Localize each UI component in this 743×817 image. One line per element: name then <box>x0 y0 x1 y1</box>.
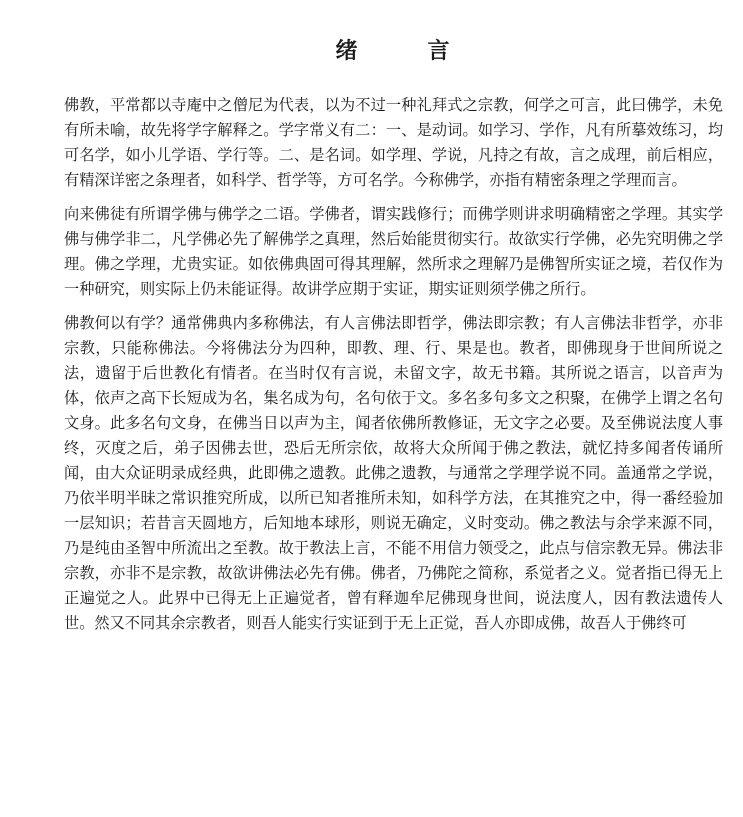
paragraph-why-buddhism-is-learning: 佛教何以有学？通常佛典内多称佛法，有人言佛法即哲学，佛法即宗教；有人言佛法非哲学，亦非宗教，只能称佛法。今将佛法分为四种，即教、理、行、果是也。教者，即佛现身于世间所说之法，遗留于后世教化有情者。在当时仅有言说，未留文字，故无书籍。其所说之语言，以音声为体，依声之高下长短成为名，集名成为句，名句依于文。多名多句多文之积聚，在佛学上谓之名句文身。此多名句文身，在佛当日以声为主，闻者依佛所教修证，无文字之必要。及至佛说法度人事终，灭度之后，弟子因佛去世，恐后无所宗依，故将大众所闻于佛之教法，就忆持多闻者传诵所闻，由大众证明录成经典，此即佛之遗教。此佛之遗教，与通常之学理学说不同。盖通常之学说，乃依半明半昧之常识推究所成，以所已知者推所未知，如科学方法，在其推究之中，得一番经验加一层知识；若昔言天圆地方，后知地本球形，则说无确定，义时变动。佛之教法与余学来源不同，乃是纯由圣智中所流出之至教。故于教法上言，不能不用信力领受之，此点与信宗教无异。佛法非宗教，亦非不是宗教，故欲讲佛法必先有佛。佛者，乃佛陀之简称，系觉者之义。觉者指已得无上正遍觉之人。此界中已得无上正遍觉者，曾有释迦牟尼佛现身世间，说法度人，因有教法遗传人世。然又不同其余宗教者，则吾人能实行实证到于无上正觉，吾人亦即成佛，故吾人于佛终可 <box>64 314 723 632</box>
document-title: 绪 言 <box>335 38 474 64</box>
paragraph-definition-of-learning: 佛教，平常都以寺庵中之僧尼为代表，以为不过一种礼拜式之宗教，何学之可言，此曰佛学，未免有所未喻，故先将学字解释之。学字常义有二：一、是动词。如学习、学作，凡有所摹效练习，均可名学，如小儿学语、学行等。二、是名词。如学理、学说，凡持之有故，言之成理，前后相应，有精深详密之条理者，如科学、哲学等，方可名学。今称佛学，亦指有精密条理之学理而言。 <box>64 96 723 189</box>
paragraph-learning-buddha-vs-buddhology: 向来佛徒有所谓学佛与佛学之二语。学佛者，谓实践修行；而佛学则讲求明确精密之学理。其实学佛与佛学非二，凡学佛必先了解佛学之真理，然后始能贯彻实行。故欲实行学佛，必先究明佛之学理。佛之学理，尤贵实证。如依佛典固可得其理解，然所求之理解乃是佛智所实证之境，若仅作为一种研究，则实际上仍未能证得。故讲学应期于实证，期实证则须学佛之所行。 <box>64 205 723 298</box>
